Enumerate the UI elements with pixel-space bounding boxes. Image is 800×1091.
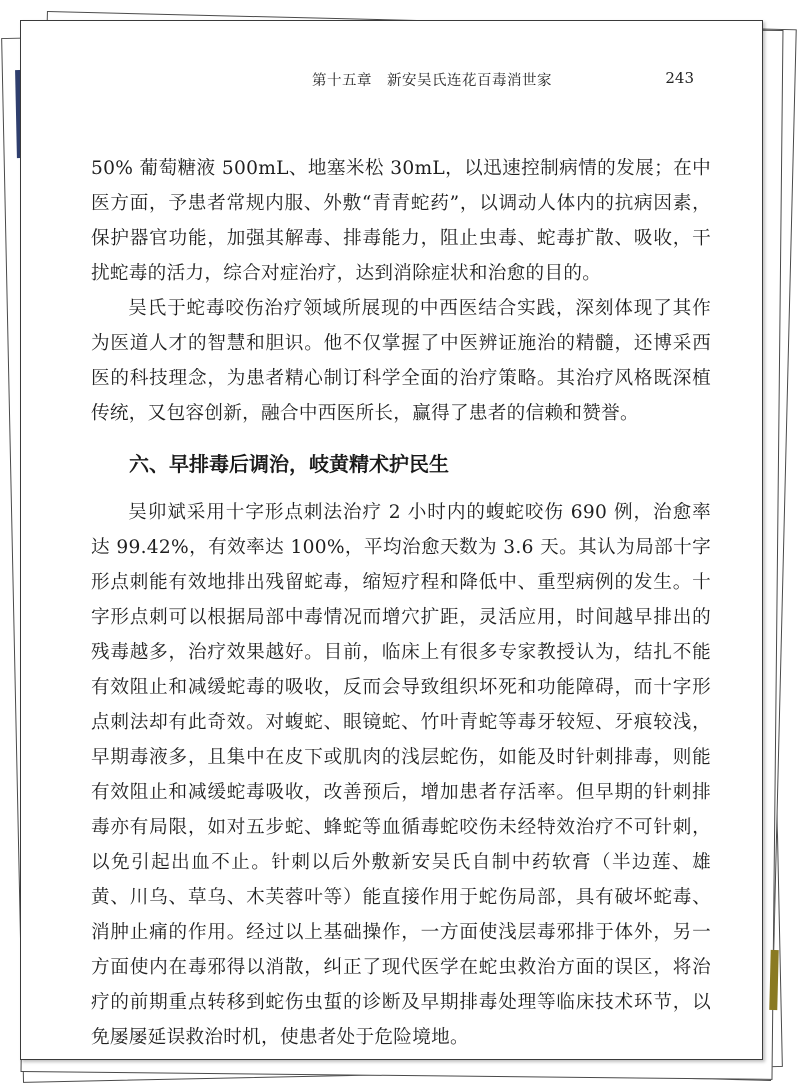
page-body	[91, 151, 711, 1055]
running-header	[21, 69, 762, 93]
page-edge-mark	[769, 950, 778, 1010]
paragraph: 吴卯斌采用十字形点刺法治疗 2 小时内的蝮蛇咬伤 690 例，治愈率达 99.42%，有效率达 100%，平均治愈天数为 3.6 天。其认为局部十字形点刺能有效地排出残留蛇毒，缩短疗程和降低中、重型病例的发生。十字形点刺可以根据局部中毒情况而增穴扩距，灵活应用，时间越早排出的残毒越多，治疗效果越好。目前，临床上有很多专家教授认为，结扎不能有效阻止和减缓蛇毒的吸收，反而会导致组织坏死和功能障碍，而十字形点刺法却有此奇效。对蝮蛇、眼镜蛇、竹叶青蛇等毒牙较短、牙痕较浅，早期毒液多，且集中在皮下或肌肉的浅层蛇伤，如能及时针刺排毒，则能有效阻止和减缓蛇毒吸收，改善预后，增加患者存活率。但早期的针刺排毒亦有局限，如对五步蛇、蜂蛇等血循毒蛇咬伤未经特效治疗不可针刺，以免引起出血不止。针刺以后外敷新安吴氏自制中药软膏（半边莲、雄黄、川乌、草乌、木芙蓉叶等）能直接作用于蛇伤局部，具有破坏蛇毒、消肿止痛的作用。经过以上基础操作，一方面使浅层毒邪排于体外，另一方面使内在毒邪得以消散，纠正了现代医学在蛇虫救治方面的误区，将治疗的前期重点转移到蛇伤虫蜇的诊断及早期排毒处理等临床技术环节，以免屡屡延误救治时机，使患者处于危险境地。	[91, 502, 711, 1048]
page-number: 243	[665, 69, 694, 87]
paragraph: 吴氏于蛇毒咬伤治疗领域所展现的中西医结合实践，深刻体现了其作为医道人才的智慧和胆识。他不仅掌握了中医辨证施治的精髓，还博采西医的科技理念，为患者精心制订科学全面的治疗策略。其治疗风格既深植传统，又包容创新，融合中西医所长，赢得了患者的信赖和赞誉。	[91, 298, 711, 424]
paragraph-continued: 50% 葡萄糖液 500mL、地塞米松 30mL，以迅速控制病情的发展；在中医方面，予患者常规内服、外敷“青青蛇药”，以调动人体内的抗病因素，保护器官功能，加强其解毒、排毒能力，阻止虫毒、蛇毒扩散、吸收，干扰蛇毒的活力，综合对症治疗，达到消除症状和治愈的目的。	[91, 158, 711, 284]
section-heading: 六、早排毒后调治，岐黄精术护民生	[129, 452, 449, 476]
chapter-running-title: 第十五章 新安吴氏连花百毒消世家	[312, 73, 552, 89]
book-page	[20, 20, 763, 1060]
